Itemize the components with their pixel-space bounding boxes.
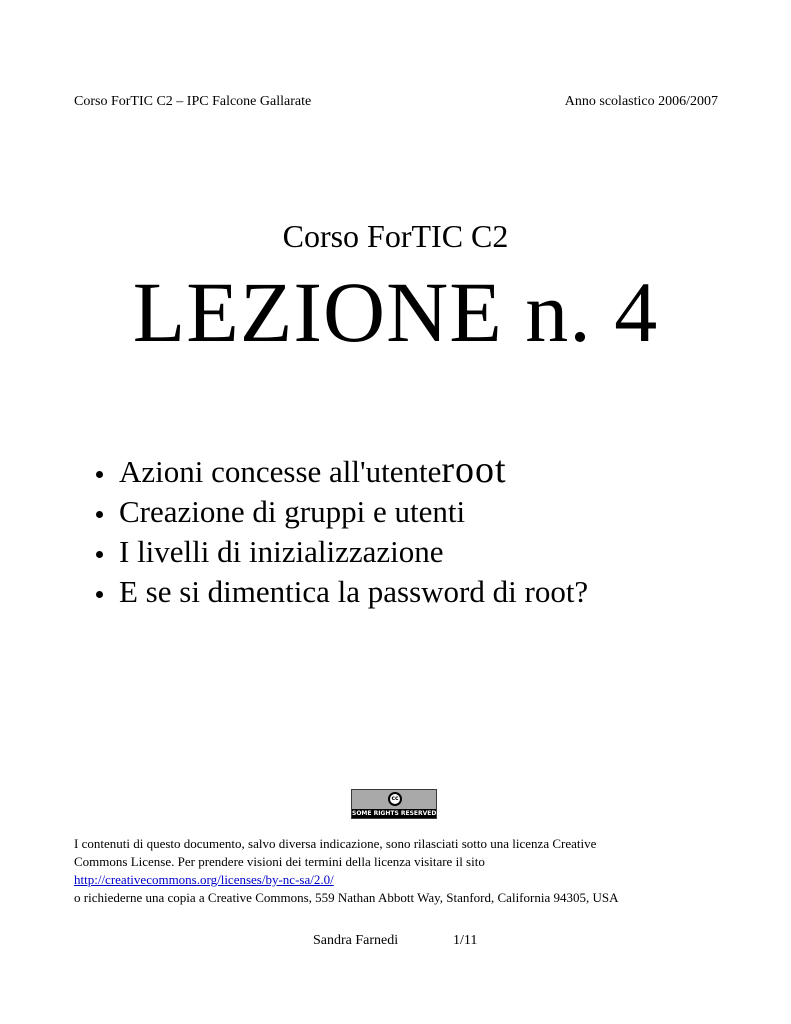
footer-author: Sandra Farnedi [313,933,399,948]
topic-text: I livelli di inizializzazione [119,534,444,569]
topic-text: Azioni concesse all'utente [119,454,442,489]
bullet-icon [96,471,103,478]
badge-top [352,790,436,809]
license-link[interactable]: http://creativecommons.org/licenses/by-nc-sa/2.0/ [74,872,334,887]
topic-item [96,450,588,492]
topic-emphasis: root [441,449,507,491]
topic-item [96,532,588,572]
bullet-icon [96,551,103,558]
license-text [74,835,734,907]
lesson-title: LEZIONE n. 4 [132,264,659,360]
license-line: I contenuti di questo documento, salvo diversa indicazione, sono rilasciati sotto una licenza Creative [74,836,597,851]
page-number: 1/11 [453,933,478,948]
topic-item [96,492,588,532]
topic-text: E se si dimentica la password di root? [119,574,589,609]
badge-label: SOME RIGHTS RESERVED [352,810,437,817]
bullet-icon [96,511,103,518]
topic-text: Creazione di gruppi e utenti [119,494,466,529]
license-line: Commons License. Per prendere visioni dei termini della licenza visitare il sito [74,854,485,869]
header-school-year: Anno scolastico 2006/2007 [564,94,718,109]
course-title: Corso ForTIC C2 [282,218,509,254]
header-course-info: Corso ForTIC C2 – IPC Falcone Gallarate [74,94,312,109]
bullet-icon [96,591,103,598]
topic-item [96,572,588,612]
creative-commons-badge [351,789,437,819]
cc-icon: cc [388,792,402,806]
license-line: o richiederne una copia a Creative Commons, 559 Nathan Abbott Way, Stanford, California 94305, USA [74,890,619,905]
topic-list [96,450,588,612]
